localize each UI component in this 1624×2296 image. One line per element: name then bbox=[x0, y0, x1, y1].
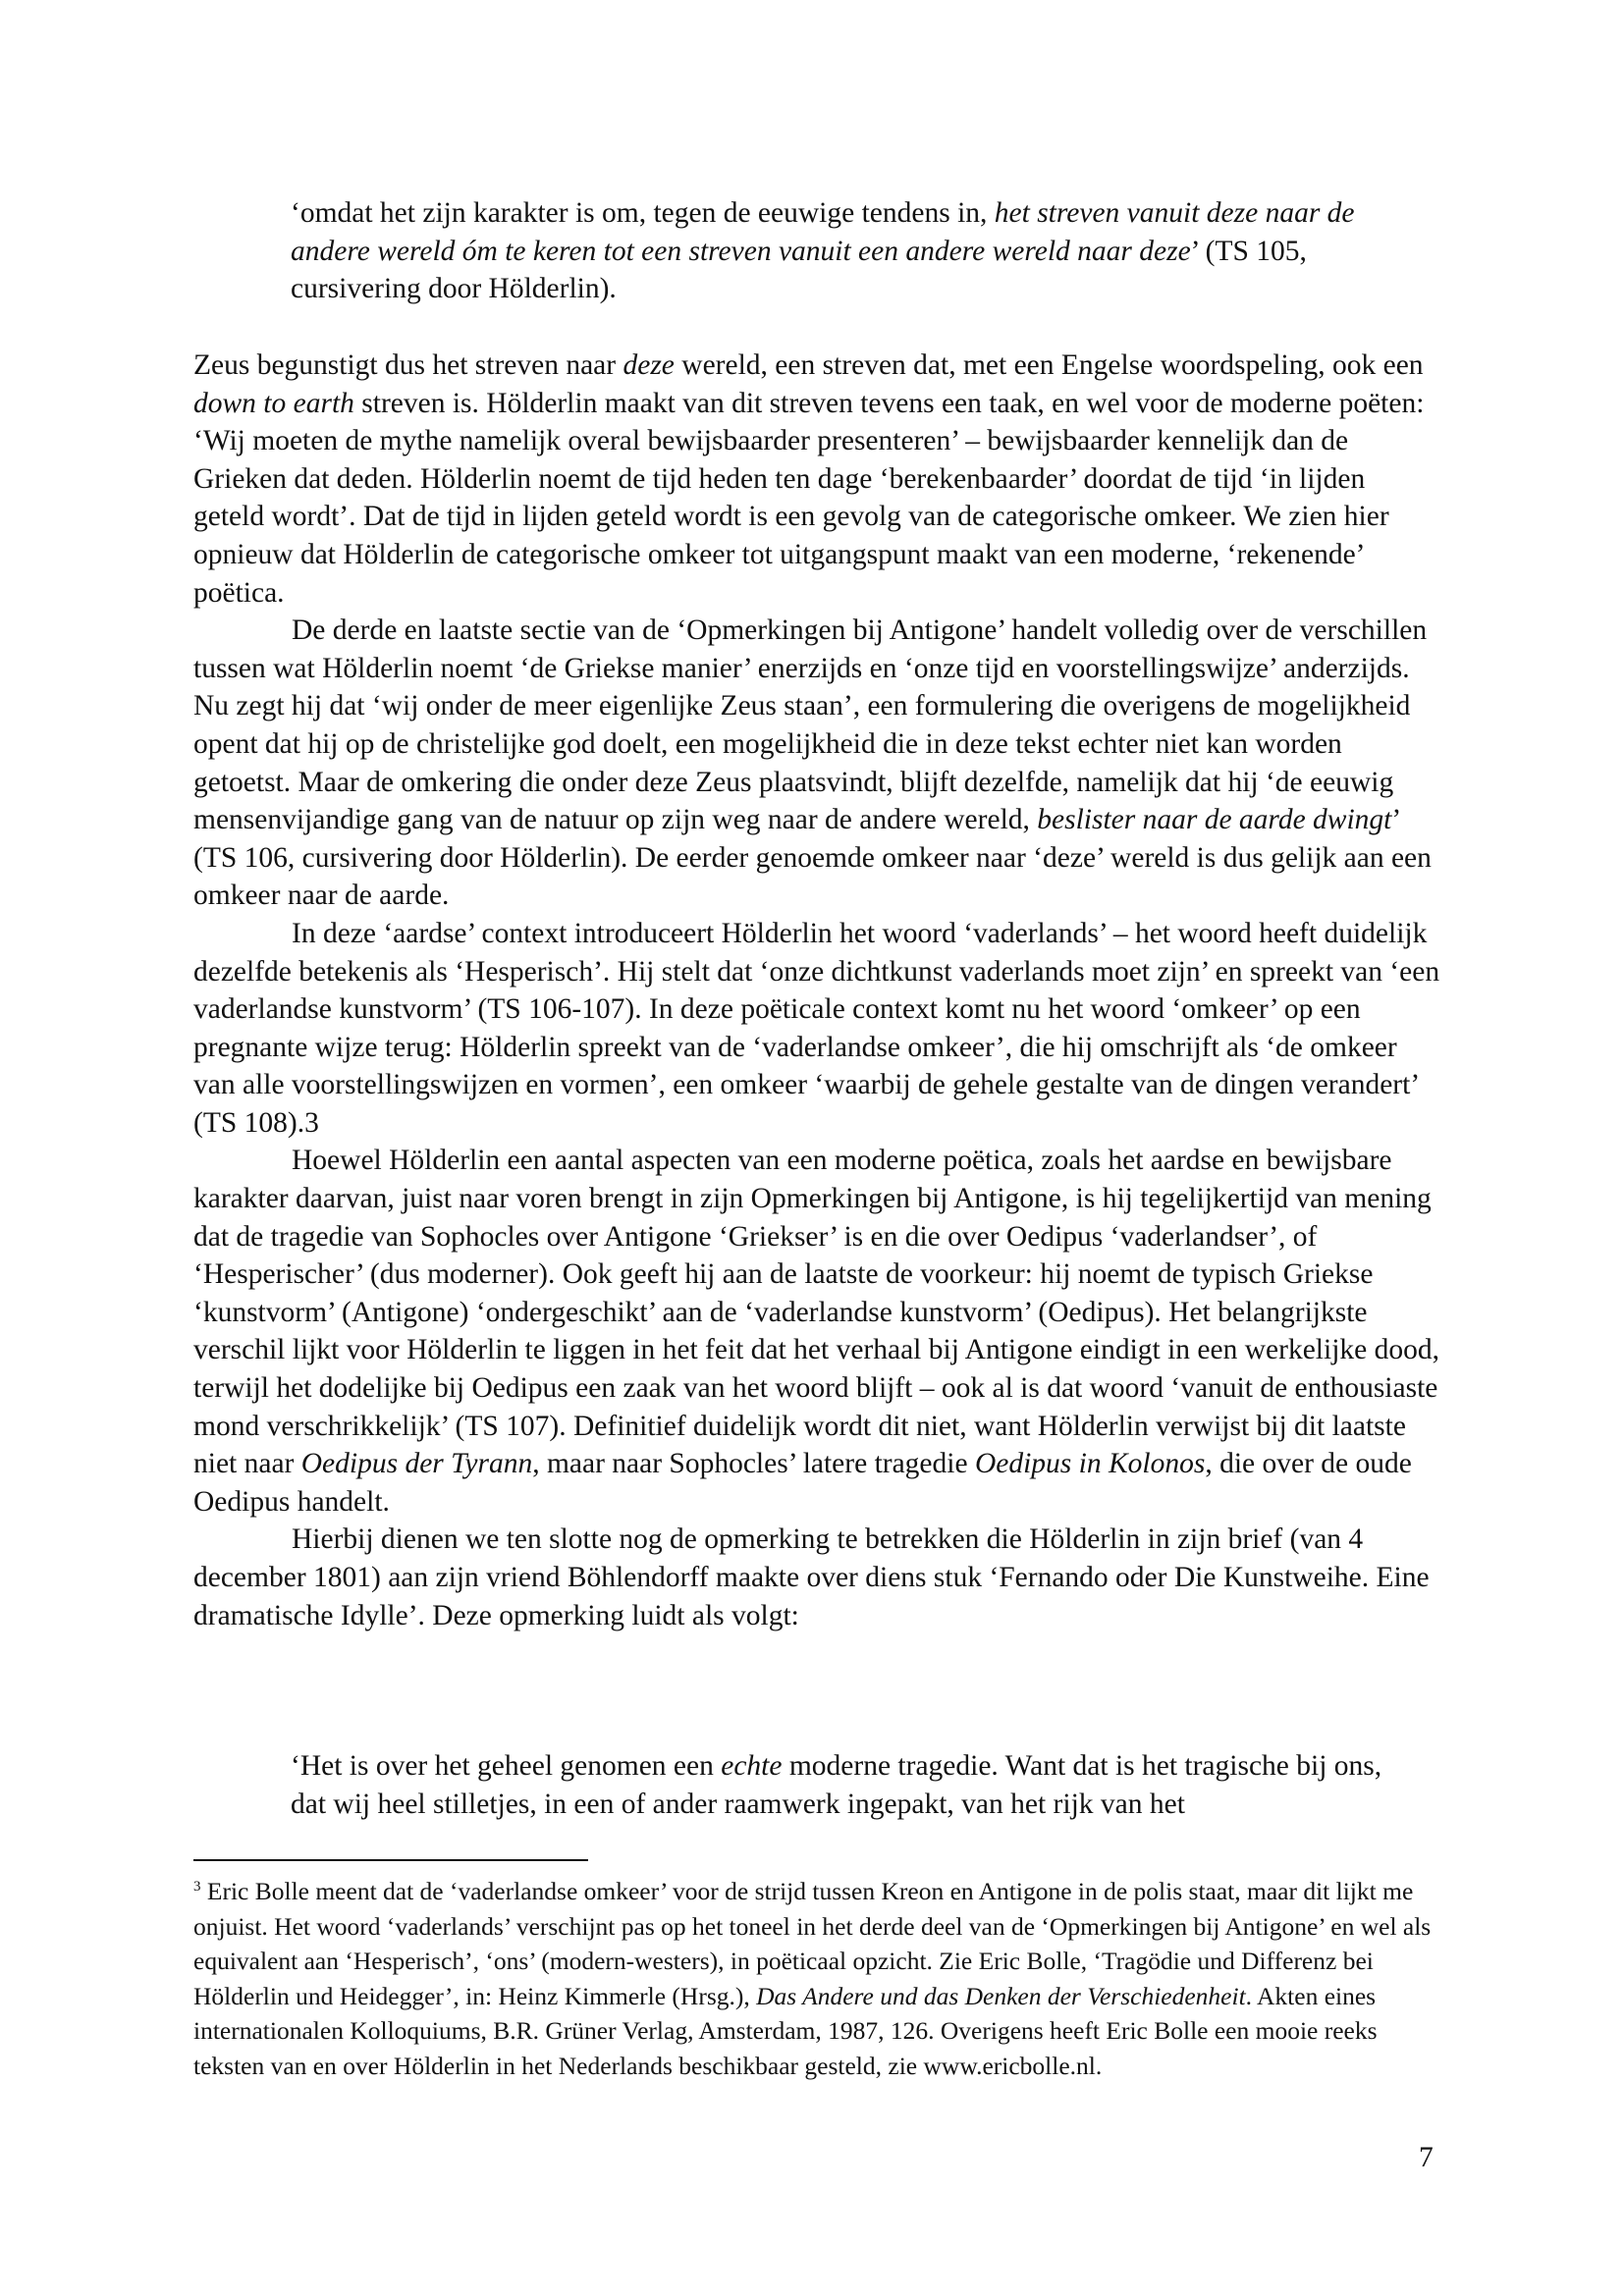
block-quote-top bbox=[291, 194, 1420, 308]
paragraph-2: De derde en laatste sectie van de ‘Opmerkingen bij Antigone’ handelt volledig over de verschillen tussen wat Hölderlin noemt ‘de Griekse manier’ enerzijds en ‘onze tijd en voorstellingswijze’ anderzijds. Nu zegt hij dat ‘wij onder de meer eigenlijke Zeus staan’, een formulering die overigens de mogelijkheid opent dat hij op de christelijke god doelt, een mogelijkheid die in deze tekst echter niet kan worden getoetst. Maar de omkering die onder deze Zeus plaatsvindt, blijft dezelfde, namelijk dat hij ‘de eeuwig mensenvijandige gang van de natuur op zijn weg naar de andere wereld, beslister naar de aarde dwingt’ (TS 106, cursivering door Hölderlin). De eerder genoemde omkeer naar ‘deze’ wereld is dus gelijk aan een omkeer naar de aarde. bbox=[193, 614, 1432, 912]
emphasis: Oedipus in Kolonos bbox=[974, 1448, 1206, 1480]
footnote-separator bbox=[193, 1859, 588, 1861]
emphasis: Das Andere und das Denken der Verschiedenheit bbox=[756, 1981, 1246, 2010]
quote-paragraph: ‘Het is over het geheel genomen een echte moderne tragedie. Want dat is het tragische bij ons, dat wij heel stilletjes, in een of ander raamwerk ingepakt, van het rijk van het bbox=[291, 1750, 1382, 1820]
emphasis: deze bbox=[623, 349, 675, 381]
emphasis: het streven vanuit deze naar de andere wereld óm te keren tot een streven vanuit een andere wereld naar deze bbox=[291, 197, 1355, 267]
paragraph-5: Hierbij dienen we ten slotte nog de opmerking te betrekken die Hölderlin in zijn brief (van 4 december 1801) aan zijn vriend Böhlendorff maakte over diens stuk ‘Fernando oder Die Kunstweihe. Eine dramatische Idylle’. Deze opmerking luidt als volgt: bbox=[193, 1523, 1430, 1631]
quote-paragraph: ‘omdat het zijn karakter is om, tegen de eeuwige tendens in, het streven vanuit deze naar de andere wereld óm te keren tot een streven vanuit een andere wereld naar deze’ (TS 105, cursivering door Hölderlin). bbox=[291, 197, 1355, 305]
footnote bbox=[193, 1870, 1440, 2084]
body-text bbox=[193, 347, 1440, 1634]
paragraph-1: Zeus begunstigt dus het streven naar deze wereld, een streven dat, met een Engelse woordspeling, ook een down to earth streven is. Hölderlin maakt van dit streven tevens een taak, en wel voor de moderne poëten: ‘Wij moeten de mythe namelijk overal bewijsbaarder presenteren’ – bewijsbaarder kennelijk dan de Grieken dat deden. Hölderlin noemt de tijd heden ten dage ‘berekenbaarder’ doordat de tijd ‘in lijden geteld wordt’. Dat de tijd in lijden geteld wordt is een gevolg van de categorische omkeer. We zien hier opnieuw dat Hölderlin de categorische omkeer tot uitgangspunt maakt van een moderne, ‘rekenende’ poëtica. bbox=[193, 349, 1425, 609]
emphasis: echte bbox=[721, 1750, 783, 1782]
paragraph-4: Hoewel Hölderlin een aantal aspecten van een moderne poëtica, zoals het aardse en bewijsbare karakter daarvan, juist naar voren brengt in zijn Opmerkingen bij Antigone, is hij tegelijkertijd van mening dat de tragedie van Sophocles over Antigone ‘Griekser’ is en die over Oedipus ‘vaderlandser’, of ‘Hesperischer’ (dus moderner). Ook geeft hij aan de laatste de voorkeur: hij noemt de typisch Griekse ‘kunstvorm’ (Antigone) ‘ondergeschikt’ aan de ‘vaderlandse kunstvorm’ (Oedipus). Het belangrijkste verschil lijkt voor Hölderlin te liggen in het feit dat het verhaal bij Antigone eindigt in een werkelijke dood, terwijl het dodelijke bij Oedipus een zaak van het woord blijft – ook al is dat woord ‘vanuit de enthousiaste mond verschrikkelijk’ (TS 107). Definitief duidelijk wordt dit niet, want Hölderlin verwijst bij dit laatste niet naar Oedipus der Tyrann, maar naar Sophocles’ latere tragedie Oedipus in Kolonos, die over de oude Oedipus handelt. bbox=[193, 1145, 1439, 1518]
emphasis: Oedipus der Tyrann bbox=[300, 1448, 533, 1480]
emphasis: down to earth bbox=[193, 387, 354, 419]
footnote-paragraph: $^3$ Eric Bolle meent dat de ‘vaderlandse omkeer’ voor de strijd tussen Kreon en Antigone in de polis staat, maar dit lijkt me onjuist. Het woord ‘vaderlands’ verschijnt pas op het toneel in het derde deel van de ‘Opmerkingen bij Antigone’ en wel als equivalent aan ‘Hesperisch’, ‘ons’ (modern-westers), in poëticaal opzicht. Zie Eric Bolle, ‘Tragödie und Differenz bei Hölderlin und Heidegger’, in: Heinz Kimmerle (Hrsg.), Das Andere und das Denken der Verschiedenheit. Akten eines internationalen Kolloquiums, B.R. Grüner Verlag, Amsterdam, 1987, 126. Overigens heeft Eric Bolle een mooie reeks teksten van en over Hölderlin in het Nederlands beschikbaar gesteld, zie www.ericbolle.nl. bbox=[193, 1877, 1432, 2080]
block-quote-bottom bbox=[291, 1747, 1420, 1823]
paragraph-3: In deze ‘aardse’ context introduceert Hölderlin het woord ‘vaderlands’ – het woord heeft duidelijk dezelfde betekenis als ‘Hesperisch’. Hij stelt dat ‘onze dichtkunst vaderlands moet zijn’ en spreekt van ‘een vaderlandse kunstvorm’ (TS 106-107). In deze poëticale context komt nu het woord ‘omkeer’ op een pregnante wijze terug: Hölderlin spreekt van de ‘vaderlandse omkeer’, die hij omschrijft als ‘de omkeer van alle voorstellingswijzen en vormen’, een omkeer ‘waarbij de gehele gestalte van de dingen verandert’ (TS 108).3 bbox=[193, 917, 1440, 1139]
emphasis: beslister naar de aarde dwingt bbox=[1037, 804, 1392, 836]
footnote-marker: 3 bbox=[193, 1879, 201, 1895]
page-number: 7 bbox=[1419, 2142, 1434, 2173]
